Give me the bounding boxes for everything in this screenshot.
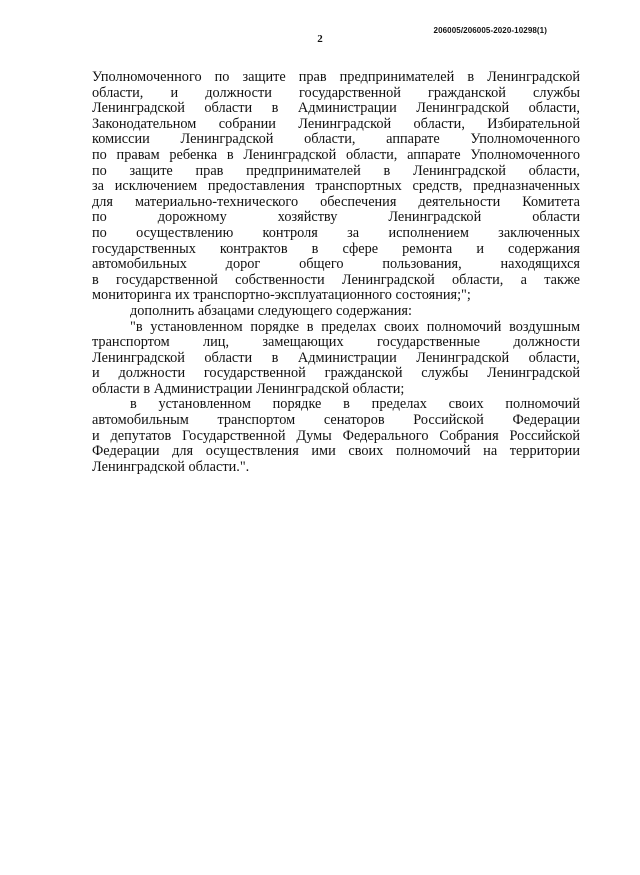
text-line: мониторинга их транспортно-эксплуатационного состояния;"; — [92, 287, 471, 304]
paragraph — [92, 70, 580, 304]
text-line: Федерации для осуществления ими своих полномочий на территории — [92, 443, 580, 460]
text-line: Законодательном собрании Ленинградской области, Избирательной — [92, 115, 580, 132]
text-line: комиссии Ленинградской области, аппарате Уполномоченного — [92, 131, 580, 148]
document-id: 206005/206005-2020-10298(1) — [433, 26, 547, 35]
text-line: Ленинградской области в Администрации Ленинградской области, — [92, 100, 580, 117]
page-number: 2 — [317, 33, 323, 45]
text-line: по правам ребенка в Ленинградской области, аппарате Уполномоченного — [92, 146, 580, 163]
text-line: области, и должности государственной гражданской службы — [92, 84, 580, 101]
text-line: транспортом лиц, замещающих государственные должности — [92, 334, 580, 351]
text-line: в государственной собственности Ленинградской области, а также — [92, 271, 580, 288]
text-line: государственных контрактов в сфере ремонта и содержания — [92, 240, 580, 257]
text-line: Ленинградской области.". — [92, 458, 250, 475]
text-line: по дорожному хозяйству Ленинградской области — [92, 209, 580, 226]
paragraph — [92, 397, 580, 475]
text-line: автомобильным транспортом сенаторов Российской Федерации — [92, 412, 580, 429]
text-line: и должности государственной гражданской службы Ленинградской — [92, 365, 580, 382]
text-line: для материально-технического обеспечения деятельности Комитета — [92, 193, 580, 210]
text-line: за исключением предоставления транспортных средств, предназначенных — [92, 178, 580, 195]
paragraph — [92, 304, 580, 320]
text-line: по защите прав предпринимателей в Ленинградской области, — [92, 162, 580, 179]
text-line: в установленном порядке в пределах своих полномочий — [130, 396, 580, 413]
text-line: дополнить абзацами следующего содержания: — [130, 302, 412, 319]
text-line: автомобильных дорог общего пользования, находящихся — [92, 256, 580, 273]
text-line: Уполномоченного по защите прав предпринимателей в Ленинградской — [92, 69, 580, 85]
text-line: области в Администрации Ленинградской области; — [92, 380, 405, 397]
text-line: по осуществлению контроля за исполнением заключенных — [92, 224, 580, 241]
text-line: "в установленном порядке в пределах своих полномочий воздушным — [130, 318, 580, 335]
text-line: и депутатов Государственной Думы Федерального Собрания Российской — [92, 427, 580, 444]
text-line: Ленинградской области в Администрации Ленинградской области, — [92, 349, 580, 366]
document-body — [92, 70, 580, 475]
paragraph — [92, 320, 580, 398]
